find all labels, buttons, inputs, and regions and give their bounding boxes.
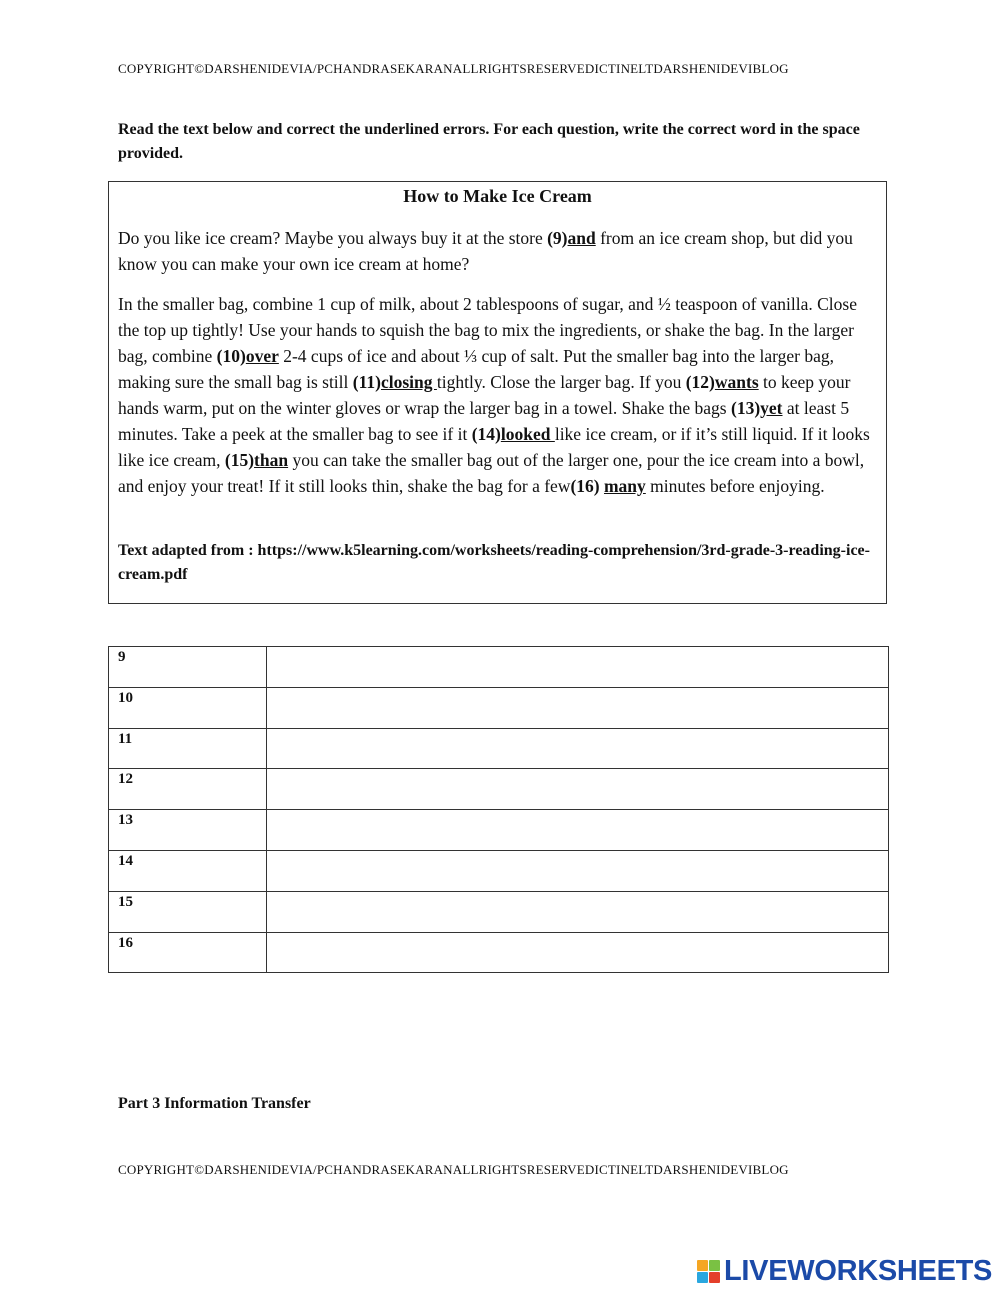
- passage-paragraph-2: [118, 291, 880, 499]
- text-run: minutes before enjoying.: [645, 476, 825, 496]
- question-number: 10: [109, 687, 267, 728]
- copyright-header: COPYRIGHT©DARSHENIDEVIA/PCHANDRASEKARANALLRIGHTSRESERVEDICTINELTDARSHENIDEVIBLOG: [118, 61, 789, 76]
- text-run: In the smaller bag, combine 1 cup of milk, about 2 tablespoons of sugar, and ½ teaspoon of vanilla. Close the top up tightly! Use your hands to squish the bag to mix the ingredients, or shake the bag. In the larger bag, combine: [118, 294, 857, 366]
- answer-field[interactable]: [267, 810, 889, 851]
- answer-field[interactable]: [267, 687, 889, 728]
- answer-row: [109, 728, 889, 769]
- answer-field[interactable]: [267, 647, 889, 688]
- source-citation: Text adapted from : https://www.k5learning.com/worksheets/reading-comprehension/3rd-grade-3-reading-ice-cream.pdf: [118, 542, 870, 583]
- question-number-15: (15): [224, 450, 255, 470]
- passage-paragraph-1: [118, 225, 880, 277]
- error-word-14: looked: [500, 424, 555, 444]
- text-run: tightly. Close the larger bag. If you: [436, 372, 686, 392]
- text-run: to keep your hands warm, put on the winter gloves or wrap the larger bag in a towel. Shake the bags: [118, 372, 851, 418]
- answer-field[interactable]: [267, 891, 889, 932]
- text-run: like ice cream, or if it’s still liquid. If it looks like ice cream,: [118, 424, 870, 470]
- question-number: 12: [109, 769, 267, 810]
- question-number-16: (16): [570, 476, 604, 496]
- text-run: at least 5 minutes. Take a peek at the smaller bag to see if it: [118, 398, 850, 444]
- logo-tiles-icon: [697, 1260, 720, 1283]
- question-number: 9: [109, 647, 267, 688]
- question-number-13: (13): [731, 398, 761, 418]
- passage-title: How to Make Ice Cream: [403, 186, 592, 206]
- answer-row: [109, 850, 889, 891]
- error-word-12: wants: [714, 372, 759, 392]
- question-number-9: (9): [547, 228, 568, 248]
- question-number: 11: [109, 728, 267, 769]
- question-number: 14: [109, 850, 267, 891]
- error-word-10: over: [245, 346, 279, 366]
- answer-field[interactable]: [267, 850, 889, 891]
- error-word-9: and: [567, 228, 596, 248]
- answer-table: [108, 646, 889, 973]
- answer-row: [109, 687, 889, 728]
- answer-field[interactable]: [267, 769, 889, 810]
- text-run: you can take the smaller bag out of the larger one, pour the ice cream into a bowl, and enjoy your treat! If it still looks thin, shake the bag for a few: [118, 450, 865, 496]
- error-word-16: many: [603, 476, 646, 496]
- part-title: Part 3 Information Transfer: [118, 1095, 311, 1112]
- error-word-15: than: [254, 450, 289, 470]
- question-number-14: (14): [471, 424, 501, 444]
- question-number-10: (10): [216, 346, 246, 366]
- passage-box: [108, 181, 887, 604]
- answer-row: [109, 647, 889, 688]
- logo-text: LIVEWORKSHEETS: [724, 1254, 993, 1287]
- text-run: 2-4 cups of ice and about ⅓ cup of salt. Put the smaller bag into the larger bag, making sure the small bag is still: [118, 346, 835, 392]
- text-run: Do you like ice cream? Maybe you always buy it at the store: [118, 228, 548, 248]
- error-word-11: closing: [380, 372, 437, 392]
- answer-field[interactable]: [267, 932, 889, 973]
- question-number: 13: [109, 810, 267, 851]
- logo-tile: [709, 1260, 720, 1271]
- text-run: from an ice cream shop, but did you know you can make your own ice cream at home?: [118, 228, 853, 274]
- logo-tile: [709, 1272, 720, 1283]
- answer-row: [109, 810, 889, 851]
- logo-tile: [697, 1260, 708, 1271]
- instructions: Read the text below and correct the underlined errors. For each question, write the correct word in the space provided.: [118, 121, 860, 162]
- liveworksheets-logo[interactable]: [697, 1254, 992, 1288]
- question-number-11: (11): [352, 372, 381, 392]
- answer-row: [109, 769, 889, 810]
- copyright-footer: COPYRIGHT©DARSHENIDEVIA/PCHANDRASEKARANALLRIGHTSRESERVEDICTINELTDARSHENIDEVIBLOG: [118, 1162, 789, 1177]
- logo-tile: [697, 1272, 708, 1283]
- answer-row: [109, 891, 889, 932]
- answer-row: [109, 932, 889, 973]
- answer-field[interactable]: [267, 728, 889, 769]
- question-number: 16: [109, 932, 267, 973]
- question-number: 15: [109, 891, 267, 932]
- error-word-13: yet: [760, 398, 783, 418]
- question-number-12: (12): [685, 372, 715, 392]
